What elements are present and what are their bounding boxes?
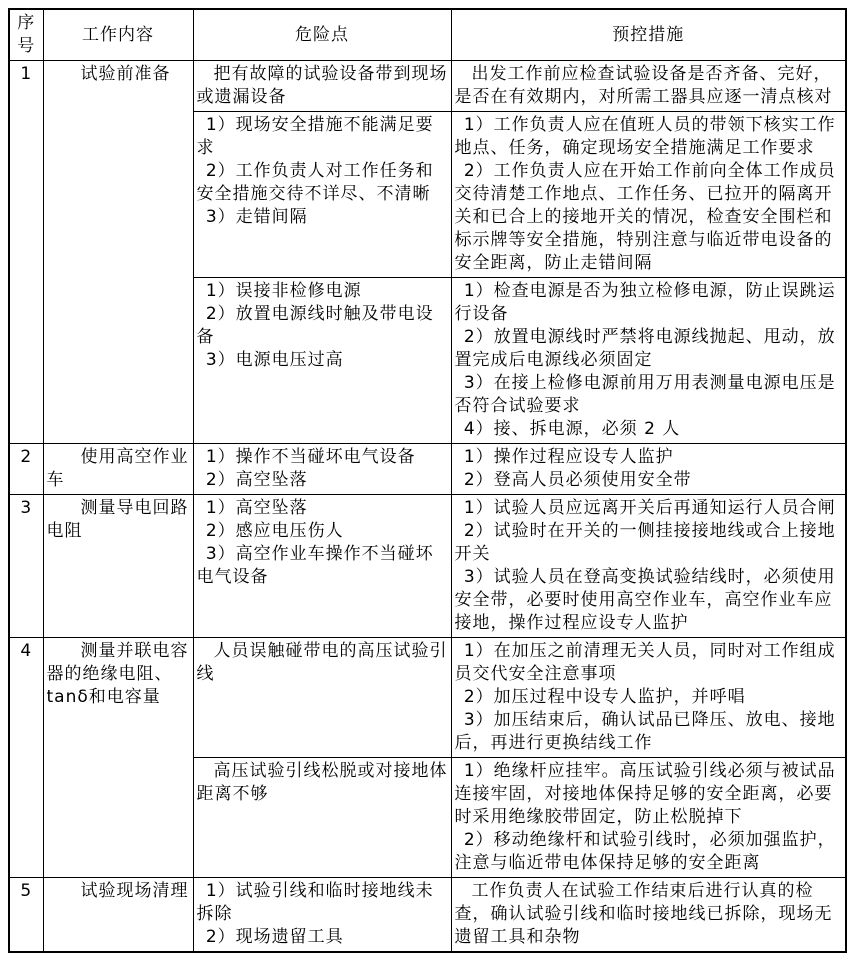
task-text: 试验现场清理	[80, 881, 189, 901]
table-row	[9, 878, 846, 953]
header-serial-number: 序号	[9, 9, 43, 61]
danger-item: 2）高空坠落	[205, 470, 308, 490]
row-number-cell: 4	[9, 638, 43, 878]
danger-item: 1）现场安全措施不能满足要求	[196, 115, 434, 158]
danger-item: 1）操作不当碰坏电气设备	[205, 447, 416, 467]
danger-cell	[193, 758, 451, 878]
danger-cell	[193, 278, 451, 444]
task-cell	[43, 61, 193, 444]
table-header	[9, 9, 846, 61]
measure-item: 1）操作过程应设专人监护	[463, 447, 674, 467]
table-row	[9, 495, 846, 638]
danger-item: 3）高空作业车操作不当碰坏电气设备	[196, 544, 434, 587]
danger-item: 1）试验引线和临时接地线未拆除	[196, 881, 434, 924]
measure-cell	[451, 112, 846, 278]
danger-item: 3）电源电压过高	[205, 350, 344, 370]
measure-item: 工作负责人在试验工作结束后进行认真的检查，确认试验引线和临时接地线已拆除，现场无遗留工具和杂物	[454, 881, 833, 947]
measure-cell	[451, 61, 846, 112]
task-cell	[43, 495, 193, 638]
header-danger-point: 危险点	[193, 9, 451, 61]
risk-table-body	[9, 61, 846, 953]
danger-cell	[193, 638, 451, 758]
measure-item: 出发工作前应检查试验设备是否齐备、完好，是否在有效期内，对所需工器具应逐一清点核对	[454, 64, 833, 107]
measure-item: 3）加压结束后，确认试品已降压、放电、接地后，再进行更换结线工作	[454, 710, 836, 753]
measure-cell	[451, 444, 846, 495]
danger-item: 高压试验引线松脱或对接地体距离不够	[196, 761, 448, 804]
danger-item: 2）放置电源线时触及带电设备	[196, 304, 434, 347]
task-text: 试验前准备	[80, 64, 171, 84]
task-cell	[43, 638, 193, 878]
measure-cell	[451, 278, 846, 444]
task-cell	[43, 444, 193, 495]
table-row	[9, 444, 846, 495]
row-number-cell: 3	[9, 495, 43, 638]
measure-item: 3）试验人员在登高变换试验结线时，必须使用安全带，必要时使用高空作业车，高空作业车应接地，操作过程应设专人监护	[454, 567, 836, 633]
danger-item: 2）感应电压伤人	[205, 521, 344, 541]
measure-item: 1）在加压之前清理无关人员，同时对工作组成员交代安全注意事项	[454, 641, 836, 684]
danger-cell	[193, 878, 451, 953]
measure-cell	[451, 758, 846, 878]
measure-cell	[451, 878, 846, 953]
measure-item: 2）移动绝缘杆和试验引线时，必须加强监护，注意与临近带电体保持足够的安全距离	[454, 830, 836, 873]
header-row	[9, 9, 846, 61]
task-text: 测量导电回路电阻	[46, 498, 189, 541]
danger-item: 3）走错间隔	[205, 207, 308, 227]
table-row	[9, 638, 846, 758]
table-row	[9, 61, 846, 112]
measure-item: 1）检查电源是否为独立检修电源，防止误跳运行设备	[454, 281, 836, 324]
measure-item: 2）工作负责人应在开始工作前向全体工作成员交待清楚工作地点、工作任务、已拉开的隔离开关和已合上的接地开关的情况，检查安全围栏和标示牌等安全措施，特别注意与临近带电设备的安全距离，防止走错间隔	[454, 161, 836, 273]
risk-control-table	[8, 8, 847, 953]
measure-cell	[451, 638, 846, 758]
measure-item: 2）加压过程中设专人监护，并呼唱	[463, 687, 746, 707]
danger-cell	[193, 444, 451, 495]
row-number-cell: 2	[9, 444, 43, 495]
row-number-cell: 1	[9, 61, 43, 444]
measure-item: 2）登高人员必须使用安全带	[463, 470, 692, 490]
header-control-measures: 预控措施	[451, 9, 846, 61]
danger-item: 1）误接非检修电源	[205, 281, 362, 301]
measure-item: 3）在接上检修电源前用万用表测量电源电压是否符合试验要求	[454, 373, 836, 416]
danger-item: 2）现场遗留工具	[205, 927, 344, 947]
header-work-content: 工作内容	[43, 9, 193, 61]
task-cell	[43, 878, 193, 953]
task-text: 测量并联电容器的绝缘电阻、tanδ和电容量	[46, 641, 189, 707]
measure-item: 2）试验时在开关的一侧挂接接地线或合上接地开关	[454, 521, 836, 564]
measure-item: 4）接、拆电源，必须 2 人	[463, 419, 681, 439]
measure-item: 1）工作负责人应在值班人员的带领下核实工作地点、任务，确定现场安全措施满足工作要求	[454, 115, 836, 158]
danger-item: 人员误触碰带电的高压试验引线	[196, 641, 448, 684]
danger-item: 2）工作负责人对工作任务和安全措施交待不详尽、不清晰	[196, 161, 434, 204]
row-number-cell: 5	[9, 878, 43, 953]
task-text: 使用高空作业车	[46, 447, 189, 490]
measure-item: 1）绝缘杆应挂牢。高压试验引线必须与被试品连接牢固，对接地体保持足够的安全距离，必要时采用绝缘胶带固定，防止松脱掉下	[454, 761, 836, 827]
danger-item: 把有故障的试验设备带到现场或遗漏设备	[196, 64, 448, 107]
danger-cell	[193, 61, 451, 112]
measure-item: 1）试验人员应远离开关后再通知运行人员合闸	[463, 498, 836, 518]
measure-item: 2）放置电源线时严禁将电源线抛起、甩动，放置完成后电源线必须固定	[454, 327, 836, 370]
danger-cell	[193, 495, 451, 638]
danger-item: 1）高空坠落	[205, 498, 308, 518]
danger-cell	[193, 112, 451, 278]
measure-cell	[451, 495, 846, 638]
